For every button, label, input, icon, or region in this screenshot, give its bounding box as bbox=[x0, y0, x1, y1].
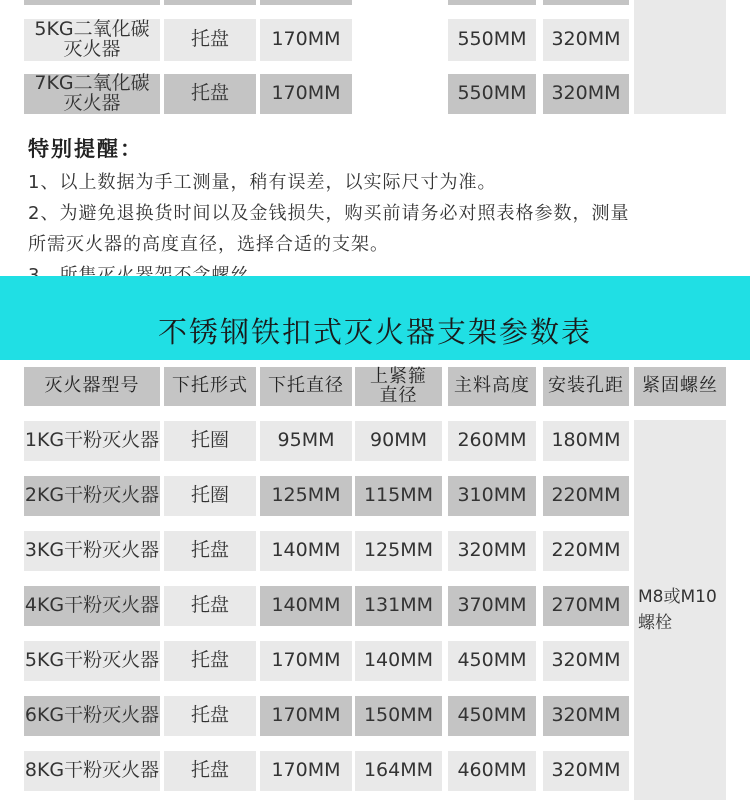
table-banner bbox=[0, 276, 750, 360]
row-height: 260MM bbox=[448, 421, 536, 461]
row-model: 5KG干粉灭火器 bbox=[24, 641, 160, 681]
row-hole: 220MM bbox=[543, 476, 629, 516]
row-hole: 180MM bbox=[543, 421, 629, 461]
row-upper-hoop: 115MM bbox=[355, 476, 442, 516]
model-line2: 灭火器 bbox=[63, 38, 121, 60]
top-row-hole: 320MM bbox=[543, 19, 629, 61]
row-upper-hoop: 164MM bbox=[355, 751, 442, 791]
row-height: 320MM bbox=[448, 531, 536, 571]
header-bolt: 紧固螺丝 bbox=[634, 367, 726, 406]
top-row-model bbox=[24, 74, 160, 114]
row-model: 3KG干粉灭火器 bbox=[24, 531, 160, 571]
row-support: 托盘 bbox=[164, 586, 256, 626]
row-lower-diameter: 125MM bbox=[260, 476, 352, 516]
row-upper-hoop: 140MM bbox=[355, 641, 442, 681]
cell-edge bbox=[260, 0, 352, 5]
cell-edge bbox=[543, 0, 629, 5]
row-lower-diameter: 170MM bbox=[260, 641, 352, 681]
banner-title: 不锈钢铁扣式灭火器支架参数表 bbox=[157, 314, 592, 349]
row-height: 450MM bbox=[448, 641, 536, 681]
header-upper-hoop-line1: 上紧箍 bbox=[370, 365, 427, 387]
row-hole: 320MM bbox=[543, 696, 629, 736]
notes-title: 特别提醒： bbox=[28, 137, 143, 161]
merged-bolt-cell-top bbox=[634, 0, 726, 114]
header-model: 灭火器型号 bbox=[24, 367, 160, 406]
row-support: 托圈 bbox=[164, 476, 256, 516]
row-lower-diameter: 95MM bbox=[260, 421, 352, 461]
row-support: 托盘 bbox=[164, 531, 256, 571]
row-lower-diameter: 170MM bbox=[260, 751, 352, 791]
cell-edge bbox=[24, 0, 160, 5]
bolt-spec-cell bbox=[634, 420, 726, 800]
row-lower-diameter: 170MM bbox=[260, 696, 352, 736]
row-height: 450MM bbox=[448, 696, 536, 736]
row-height: 370MM bbox=[448, 586, 536, 626]
row-support: 托盘 bbox=[164, 641, 256, 681]
model-line1: 7KG二氧化碳 bbox=[34, 72, 150, 95]
row-support: 托圈 bbox=[164, 421, 256, 461]
row-hole: 320MM bbox=[543, 751, 629, 791]
cell-edge bbox=[448, 0, 536, 5]
row-upper-hoop: 131MM bbox=[355, 586, 442, 626]
top-row-diameter: 170MM bbox=[260, 74, 352, 114]
top-row-support: 托盘 bbox=[164, 74, 256, 114]
bolt-value-line2: 螺栓 bbox=[638, 613, 672, 633]
top-row-diameter: 170MM bbox=[260, 19, 352, 61]
bolt-value-line1: M8或M10 bbox=[638, 587, 717, 607]
top-row-hole: 320MM bbox=[543, 74, 629, 114]
top-row-support: 托盘 bbox=[164, 19, 256, 61]
row-upper-hoop: 125MM bbox=[355, 531, 442, 571]
note-line-3: 所需灭火器的高度直径，选择合适的支架。 bbox=[28, 234, 389, 255]
cell-edge bbox=[164, 0, 256, 5]
header-support: 下托形式 bbox=[164, 367, 256, 406]
row-lower-diameter: 140MM bbox=[260, 531, 352, 571]
row-model: 6KG干粉灭火器 bbox=[24, 696, 160, 736]
top-row-height: 550MM bbox=[448, 19, 536, 61]
row-lower-diameter: 140MM bbox=[260, 586, 352, 626]
row-height: 310MM bbox=[448, 476, 536, 516]
model-line2: 灭火器 bbox=[63, 92, 121, 114]
row-hole: 320MM bbox=[543, 641, 629, 681]
row-upper-hoop: 90MM bbox=[355, 421, 442, 461]
header-hole: 安装孔距 bbox=[543, 367, 629, 406]
top-row-height: 550MM bbox=[448, 74, 536, 114]
row-height: 460MM bbox=[448, 751, 536, 791]
model-line1: 5KG二氧化碳 bbox=[34, 18, 150, 41]
header-lower-diameter: 下托直径 bbox=[260, 367, 352, 406]
top-row-model bbox=[24, 19, 160, 61]
row-model: 4KG干粉灭火器 bbox=[24, 586, 160, 626]
note-line-2: 2、为避免退换货时间以及金钱损失，购买前请务必对照表格参数，测量 bbox=[28, 203, 630, 224]
row-support: 托盘 bbox=[164, 696, 256, 736]
row-hole: 270MM bbox=[543, 586, 629, 626]
row-support: 托盘 bbox=[164, 751, 256, 791]
row-hole: 220MM bbox=[543, 531, 629, 571]
row-model: 8KG干粉灭火器 bbox=[24, 751, 160, 791]
notes-section bbox=[28, 133, 728, 291]
row-upper-hoop: 150MM bbox=[355, 696, 442, 736]
header-upper-hoop bbox=[355, 367, 442, 406]
header-upper-hoop-line2: 直径 bbox=[379, 384, 418, 406]
header-height: 主料高度 bbox=[448, 367, 536, 406]
note-line-1: 1、以上数据为手工测量，稍有误差，以实际尺寸为准。 bbox=[28, 172, 497, 193]
row-model: 1KG干粉灭火器 bbox=[24, 421, 160, 461]
row-model: 2KG干粉灭火器 bbox=[24, 476, 160, 516]
